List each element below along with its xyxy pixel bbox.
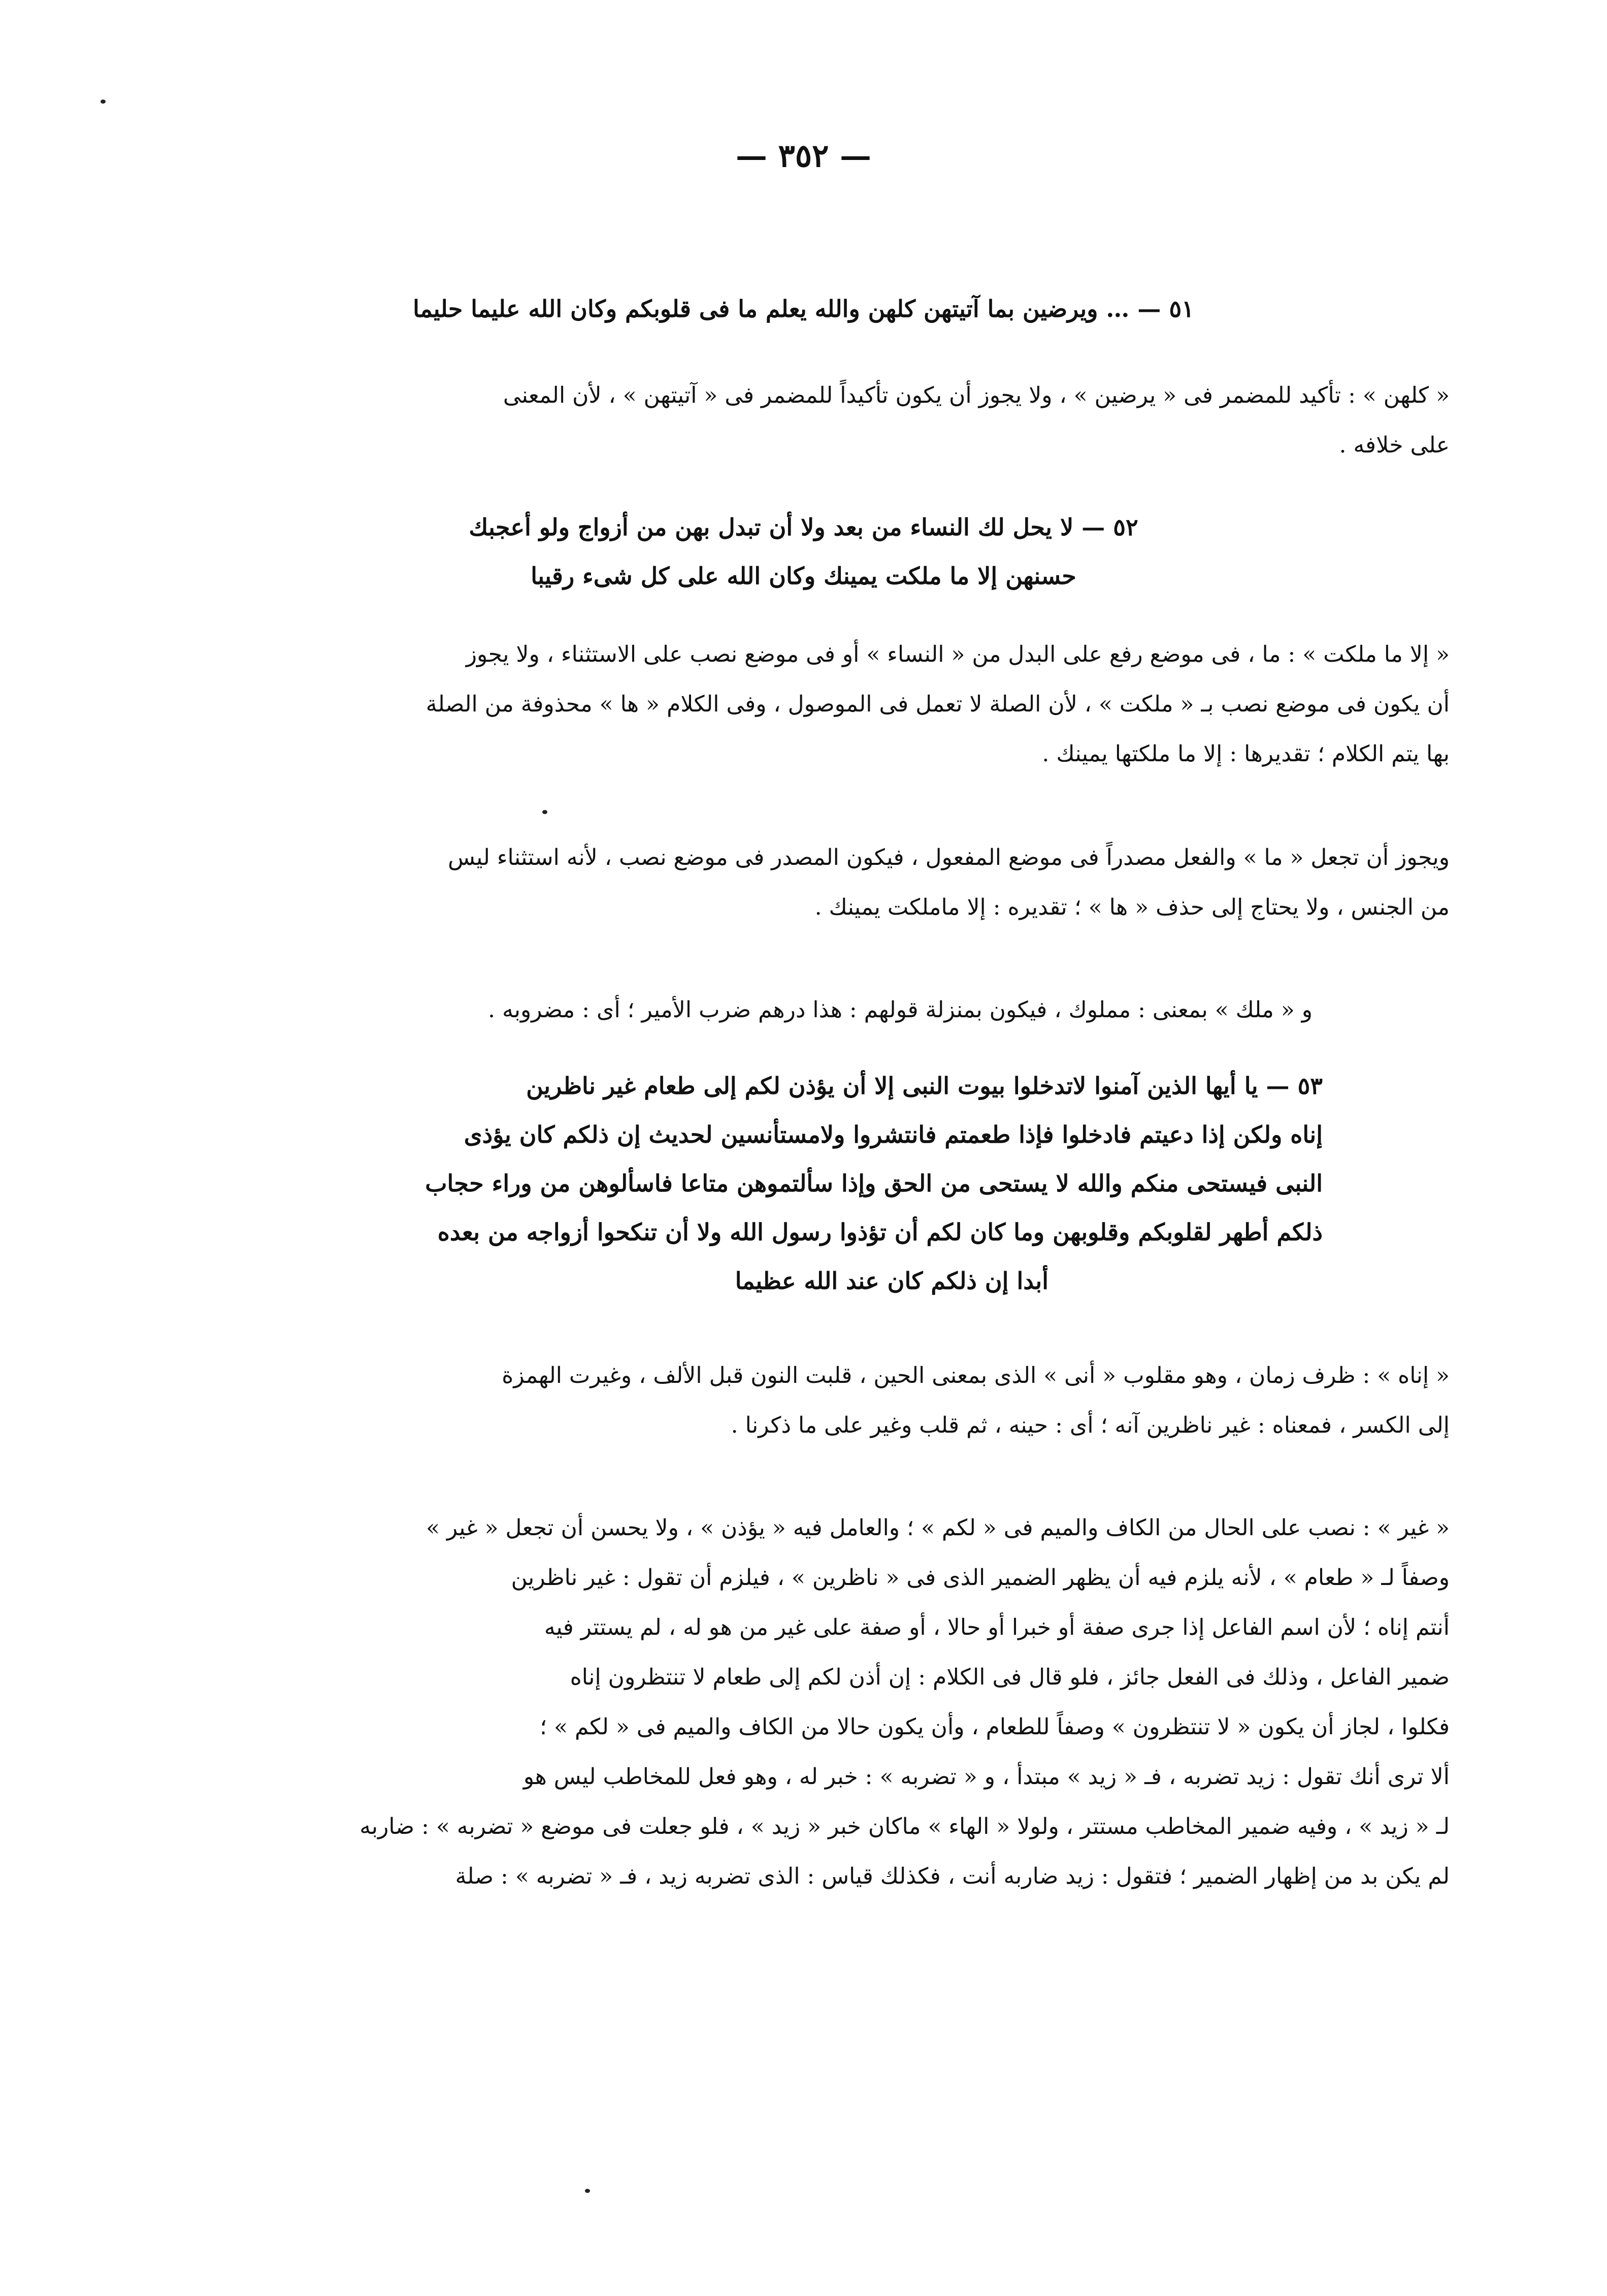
text-line: « كلهن » : تأكيد للمضمر فى « يرضين » ، ولا يجوز أن يكون تأكيداً للمضمر فى « آتيتهن » ، لأن المعنى	[503, 382, 1450, 408]
text-line: وصفاً لـ « طعام » ، لأنه يلزم فيه أن يظهر الضمير الذى فى « ناظرين » ، فيلزم أن تقول : غير ناظرين	[511, 1565, 1450, 1591]
text-line: لـ « زيد » ، وفيه ضمير المخاطب مستتر ، ولولا « الهاء » ماكان خبر « زيد » ، فلو جعلت فى موضع « تضربه » : ضاربه	[359, 1814, 1450, 1839]
text-line: ويجوز أن تجعل « ما » والفعل مصدراً فى موضع المفعول ، فيكون المصدر فى موضع نصب ، لأنه استثناء ليس	[448, 845, 1450, 870]
text-line: بها يتم الكلام ؛ تقديرها : إلا ما ملكتها يمينك .	[1042, 741, 1450, 767]
quran-verse-51	[284, 284, 1323, 333]
verse-line: النبى فيستحى منكم والله لا يستحى من الحق وإذا سألتموهن متاعا فاسألوهن من وراء حجاب	[425, 1170, 1323, 1197]
quran-verse-53	[239, 1061, 1323, 1305]
quran-verse-52	[305, 503, 1302, 600]
verse-line: أبدا إن ذلكم كان عند الله عظيما	[735, 1267, 1048, 1295]
text-line: أنتم إناه ؛ لأن اسم الفاعل إذا جرى صفة أو خبرا أو حالا ، أو صفة على غير من هو له ، لم يستتر فيه	[544, 1614, 1450, 1640]
text-line: « إلا ما ملكت » : ما ، فى موضع رفع على البدل من « النساء » أو فى موضع نصب على الاستثناء ، ولا يجوز	[466, 641, 1450, 667]
commentary-paragraph	[152, 1503, 1450, 1901]
text-line: ألا ترى أنك تقول : زيد تضربه ، فـ « زيد » مبتدأ ، و « تضربه » : خبر له ، وهو فعل للمخاطب ليس هو	[523, 1764, 1450, 1790]
verse-line: إناه ولكن إذا دعيتم فادخلوا فإذا طعمتم فانتشروا ولامستأنسين لحديث إن ذلكم كان يؤذى	[464, 1121, 1323, 1148]
text-line: ضمير الفاعل ، وذلك فى الفعل جائز ، فلو قال فى الكلام : إن أذن لكم إلى طعام لا تنتظرون إناه	[570, 1664, 1450, 1690]
text-line: « غير » : نصب على الحال من الكاف والميم فى « لكم » ؛ والعامل فيه « يؤذن » ، ولا يحسن أن تجعل « غير »	[426, 1515, 1450, 1541]
text-line: و « ملك » بمعنى : مملوك ، فيكون بمنزلة قولهم : هذا درهم ضرب الأمير ؛ أى : مضروبه .	[488, 997, 1313, 1023]
text-line: « إناه » : ظرف زمان ، وهو مقلوب « أنى » الذى بمعنى الحين ، قلبت النون قبل الألف ، وغيرت الهمزة	[502, 1363, 1450, 1388]
text-line: إلى الكسر ، فمعناه : غير ناظرين آنه ؛ أى : حينه ، ثم قلب وغير على ما ذكرنا .	[731, 1412, 1450, 1438]
commentary-paragraph	[152, 1351, 1450, 1450]
commentary-paragraph	[152, 630, 1450, 779]
commentary-paragraph	[152, 833, 1450, 932]
scan-speck	[101, 100, 106, 104]
commentary-paragraph	[152, 985, 1313, 1035]
verse-line: ٥٢ — لا يحل لك النساء من بعد ولا أن تبدل بهن من أزواج ولو أعجبك	[469, 513, 1138, 541]
text-line: من الجنس ، ولا يحتاج إلى حذف « ها » ؛ تقديره : إلا ماملكت يمينك .	[814, 894, 1450, 920]
text-line: أن يكون فى موضع نصب بـ « ملكت » ، لأن الصلة لا تعمل فى الموصول ، وفى الكلام « ها » محذوفة من الصلة	[425, 691, 1450, 717]
verse-line: حسنهن إلا ما ملكت يمينك وكان الله على كل شىء رقيبا	[531, 562, 1076, 590]
text-line: على خلافه .	[1339, 432, 1450, 458]
text-line: فكلوا ، لجاز أن يكون « لا تنتظرون » وصفاً للطعام ، وأن يكون حالا من الكاف والميم فى « لكم » ؛	[540, 1714, 1450, 1740]
text-line: لم يكن بد من إظهار الضمير ؛ فتقول : زيد ضاربه أنت ، فكذلك قياس : الذى تضربه زيد ، فـ « تضربه » : صلة	[455, 1863, 1450, 1889]
page-number: — ٣٥٢ —	[735, 137, 872, 174]
scan-speck	[585, 2189, 590, 2193]
verse-line: ذلكم أطهر لقلوبكم وقلوبهن وما كان لكم أن تؤذوا رسول الله ولا أن تنكحوا أزواجه من بعده	[437, 1218, 1323, 1246]
scan-speck	[542, 810, 547, 814]
commentary-paragraph	[152, 371, 1450, 470]
verse-line: ٥٣ — يا أيها الذين آمنوا لاتدخلوا بيوت النبى إلا أن يؤذن لكم إلى طعام غير ناظرين	[526, 1072, 1323, 1100]
verse-line: ٥١ — … ويرضين بما آتيتهن كلهن والله يعلم ما فى قلوبكم وكان الله عليما حليما	[413, 295, 1194, 322]
